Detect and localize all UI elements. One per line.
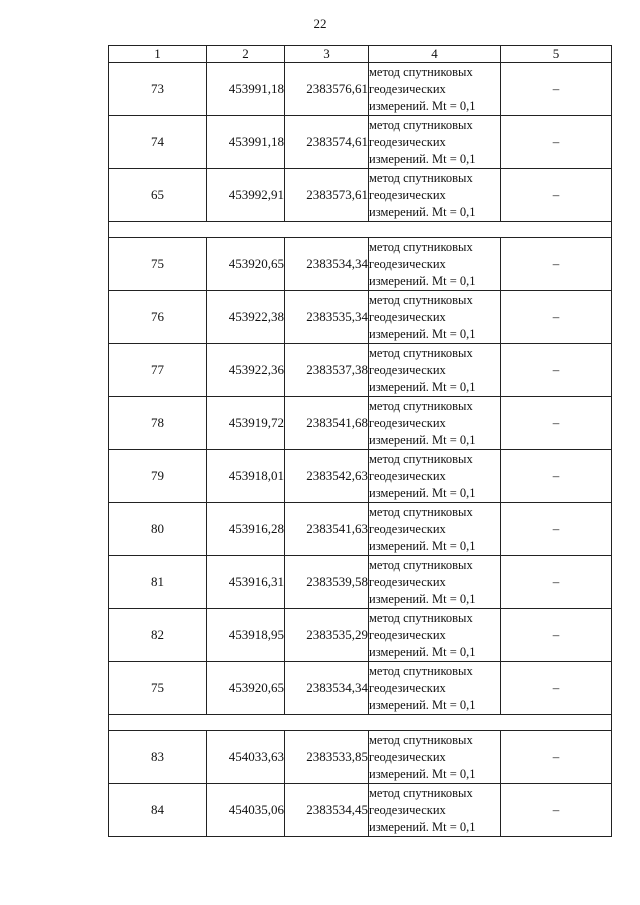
table-row xyxy=(109,609,612,662)
method-line: измерений. Mt = 0,1 xyxy=(369,379,476,394)
table-row xyxy=(109,731,612,784)
method-line: метод спутниковых xyxy=(369,504,473,519)
x-coordinate-cell: 453918,95 xyxy=(207,609,285,662)
method-cell xyxy=(369,503,501,556)
method-line: измерений. Mt = 0,1 xyxy=(369,432,476,447)
point-number-cell: 82 xyxy=(109,609,207,662)
method-cell xyxy=(369,784,501,837)
method-line: измерений. Mt = 0,1 xyxy=(369,819,476,834)
method-line: геодезических xyxy=(369,256,446,271)
table-row xyxy=(109,784,612,837)
y-coordinate-cell: 2383573,61 xyxy=(285,169,369,222)
y-coordinate-cell: 2383574,61 xyxy=(285,116,369,169)
table-row xyxy=(109,291,612,344)
method-line: метод спутниковых xyxy=(369,170,473,185)
method-line: измерений. Mt = 0,1 xyxy=(369,273,476,288)
x-coordinate-cell: 453920,65 xyxy=(207,662,285,715)
y-coordinate-cell: 2383533,85 xyxy=(285,731,369,784)
method-line: измерений. Mt = 0,1 xyxy=(369,766,476,781)
method-cell xyxy=(369,731,501,784)
x-coordinate-cell: 453922,36 xyxy=(207,344,285,397)
note-cell: – xyxy=(501,63,612,116)
point-number-cell: 83 xyxy=(109,731,207,784)
method-line: геодезических xyxy=(369,81,446,96)
method-line: метод спутниковых xyxy=(369,663,473,678)
table-row xyxy=(109,169,612,222)
note-cell: – xyxy=(501,609,612,662)
method-line: метод спутниковых xyxy=(369,117,473,132)
method-line: геодезических xyxy=(369,749,446,764)
method-line: измерений. Mt = 0,1 xyxy=(369,591,476,606)
x-coordinate-cell: 453916,31 xyxy=(207,556,285,609)
point-number-cell: 79 xyxy=(109,450,207,503)
table-row xyxy=(109,63,612,116)
point-number-cell: 78 xyxy=(109,397,207,450)
method-cell xyxy=(369,169,501,222)
method-line: геодезических xyxy=(369,521,446,536)
y-coordinate-cell: 2383539,58 xyxy=(285,556,369,609)
note-cell: – xyxy=(501,344,612,397)
note-cell: – xyxy=(501,238,612,291)
method-line: геодезических xyxy=(369,680,446,695)
method-line: геодезических xyxy=(369,415,446,430)
y-coordinate-cell: 2383534,34 xyxy=(285,238,369,291)
separator-cell xyxy=(109,222,612,238)
header-cell-5: 5 xyxy=(501,46,612,63)
method-line: метод спутниковых xyxy=(369,785,473,800)
point-number-cell: 73 xyxy=(109,63,207,116)
point-number-cell: 77 xyxy=(109,344,207,397)
header-cell-1: 1 xyxy=(109,46,207,63)
y-coordinate-cell: 2383535,34 xyxy=(285,291,369,344)
method-line: измерений. Mt = 0,1 xyxy=(369,151,476,166)
table-row xyxy=(109,556,612,609)
x-coordinate-cell: 454033,63 xyxy=(207,731,285,784)
note-cell: – xyxy=(501,169,612,222)
method-cell xyxy=(369,556,501,609)
method-cell xyxy=(369,450,501,503)
x-coordinate-cell: 453916,28 xyxy=(207,503,285,556)
note-cell: – xyxy=(501,397,612,450)
method-line: метод спутниковых xyxy=(369,610,473,625)
y-coordinate-cell: 2383541,63 xyxy=(285,503,369,556)
point-number-cell: 75 xyxy=(109,238,207,291)
method-line: геодезических xyxy=(369,362,446,377)
y-coordinate-cell: 2383542,63 xyxy=(285,450,369,503)
method-cell xyxy=(369,63,501,116)
y-coordinate-cell: 2383534,34 xyxy=(285,662,369,715)
table-row xyxy=(109,344,612,397)
x-coordinate-cell: 453992,91 xyxy=(207,169,285,222)
method-cell xyxy=(369,238,501,291)
method-line: метод спутниковых xyxy=(369,64,473,79)
point-number-cell: 76 xyxy=(109,291,207,344)
note-cell: – xyxy=(501,556,612,609)
point-number-cell: 80 xyxy=(109,503,207,556)
method-line: измерений. Mt = 0,1 xyxy=(369,538,476,553)
note-cell: – xyxy=(501,731,612,784)
table-row xyxy=(109,116,612,169)
method-cell xyxy=(369,609,501,662)
method-line: геодезических xyxy=(369,187,446,202)
y-coordinate-cell: 2383541,68 xyxy=(285,397,369,450)
method-line: геодезических xyxy=(369,627,446,642)
header-cell-2: 2 xyxy=(207,46,285,63)
point-number-cell: 75 xyxy=(109,662,207,715)
table-row xyxy=(109,238,612,291)
point-number-cell: 84 xyxy=(109,784,207,837)
table-body xyxy=(109,46,612,837)
method-line: метод спутниковых xyxy=(369,292,473,307)
header-cell-4: 4 xyxy=(369,46,501,63)
separator-row xyxy=(109,715,612,731)
method-line: метод спутниковых xyxy=(369,732,473,747)
method-line: метод спутниковых xyxy=(369,239,473,254)
table-row xyxy=(109,662,612,715)
method-line: геодезических xyxy=(369,802,446,817)
x-coordinate-cell: 453919,72 xyxy=(207,397,285,450)
method-line: измерений. Mt = 0,1 xyxy=(369,204,476,219)
note-cell: – xyxy=(501,291,612,344)
table-row xyxy=(109,503,612,556)
y-coordinate-cell: 2383576,61 xyxy=(285,63,369,116)
point-number-cell: 81 xyxy=(109,556,207,609)
note-cell: – xyxy=(501,784,612,837)
method-line: метод спутниковых xyxy=(369,398,473,413)
table-row xyxy=(109,397,612,450)
x-coordinate-cell: 453920,65 xyxy=(207,238,285,291)
method-line: геодезических xyxy=(369,574,446,589)
x-coordinate-cell: 453918,01 xyxy=(207,450,285,503)
header-row xyxy=(109,46,612,63)
note-cell: – xyxy=(501,116,612,169)
x-coordinate-cell: 453991,18 xyxy=(207,116,285,169)
page-number: 22 xyxy=(313,16,327,31)
note-cell: – xyxy=(501,662,612,715)
x-coordinate-cell: 453922,38 xyxy=(207,291,285,344)
note-cell: – xyxy=(501,450,612,503)
separator-row xyxy=(109,222,612,238)
method-line: метод спутниковых xyxy=(369,557,473,572)
method-line: метод спутниковых xyxy=(369,345,473,360)
note-cell: – xyxy=(501,503,612,556)
table-row xyxy=(109,450,612,503)
y-coordinate-cell: 2383535,29 xyxy=(285,609,369,662)
method-line: измерений. Mt = 0,1 xyxy=(369,326,476,341)
separator-cell xyxy=(109,715,612,731)
y-coordinate-cell: 2383534,45 xyxy=(285,784,369,837)
point-number-cell: 65 xyxy=(109,169,207,222)
method-cell xyxy=(369,662,501,715)
coordinates-table xyxy=(108,45,612,837)
x-coordinate-cell: 453991,18 xyxy=(207,63,285,116)
x-coordinate-cell: 454035,06 xyxy=(207,784,285,837)
method-line: измерений. Mt = 0,1 xyxy=(369,644,476,659)
y-coordinate-cell: 2383537,38 xyxy=(285,344,369,397)
method-line: измерений. Mt = 0,1 xyxy=(369,98,476,113)
method-cell xyxy=(369,344,501,397)
method-cell xyxy=(369,116,501,169)
method-line: измерений. Mt = 0,1 xyxy=(369,485,476,500)
method-line: метод спутниковых xyxy=(369,451,473,466)
method-line: геодезических xyxy=(369,134,446,149)
method-line: геодезических xyxy=(369,468,446,483)
point-number-cell: 74 xyxy=(109,116,207,169)
header-cell-3: 3 xyxy=(285,46,369,63)
method-line: геодезических xyxy=(369,309,446,324)
method-line: измерений. Mt = 0,1 xyxy=(369,697,476,712)
method-cell xyxy=(369,291,501,344)
method-cell xyxy=(369,397,501,450)
